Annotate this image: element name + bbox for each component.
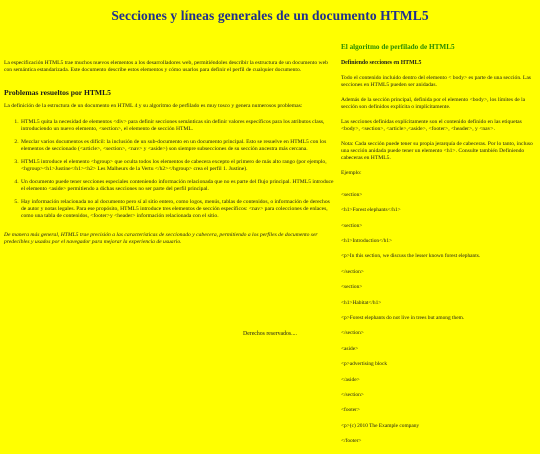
code-line: </aside>	[341, 376, 360, 383]
code-line: <aside>	[341, 345, 359, 352]
code-line: <h1>Habitat</h1>	[341, 299, 382, 306]
problems-list	[4, 119, 336, 220]
section-intro-paragraph: La definición de la estructura de un documento en HTML 4 y su algoritmo de perfilado es muy tosco y genera numerosos problemas:	[4, 103, 303, 109]
aside-paragraph-3: Las secciones definidas explícitamente son el contenido definido en las etiquetas <body>, <section>, <article>,<aside>, <footer>, <header>, y <nav>.	[341, 119, 522, 132]
code-line: </section>	[341, 268, 364, 275]
main-content	[4, 60, 336, 252]
summary-note: De manera más general, HTML5 trae precisión a las características de seccionado y cabecera, permitiendo a los perfiles de documento ser predecibles y usados por el navegador para mejorar la experiencia de usuario.	[4, 232, 318, 245]
footer: Derechos reservados....	[243, 331, 297, 337]
aside-panel	[341, 43, 537, 454]
code-line: <section>	[341, 191, 363, 198]
code-line: </footer>	[341, 438, 362, 445]
aside-paragraph-2: Además de la sección principal, definida por el elemento <body>, los límites de la sección son definidos explícita o implícitamente.	[341, 97, 526, 110]
code-line: </section>	[341, 330, 364, 337]
code-line: <footer>	[341, 407, 360, 414]
aside-paragraph-1: Todo el contenido incluido dentro del elemento < body> es parte de una sección. Las secciones en HTML5 pueden ser anidadas.	[341, 75, 531, 88]
aside-heading: El algoritmo de perfilado de HTML5	[341, 43, 455, 51]
code-line: <h1>Forest elephants</h1>	[341, 207, 401, 214]
code-line: <h1>Introduction</h1>	[341, 237, 393, 244]
code-line: <p>Forest elephants do not live in trees but among them.	[341, 314, 465, 321]
code-line: <p>In this section, we discuss the lesser known forest elephants.	[341, 253, 481, 260]
code-example	[341, 184, 537, 454]
example-label: Ejemplo:	[341, 170, 362, 176]
code-line: <p>(c) 2010 The Example company	[341, 422, 420, 429]
code-line: <section>	[341, 222, 363, 229]
code-line: <p>advertising block	[341, 361, 388, 368]
list-item: 4. Un documento puede tener secciones especiales conteniendo información relacionada que no es parte del flujo principal. HTML5 introduce el elemento <aside> permitiendo a dichas secciones no ser parte del perfil principal.	[20, 179, 336, 193]
code-line: </section>	[341, 391, 364, 398]
aside-paragraph-4: Nota: Cada sección puede tener su propia jerarquía de cabeceras. Por lo tanto, incluso una sección anidada puede tener un elemento <h1>. Consulte también Definiendo cabeceras en HTML5.	[341, 141, 533, 161]
aside-subheading: Definiendo secciones en HTML5	[341, 60, 422, 66]
list-item: 2. Mezclar varios documentos es difícil: la inclusión de un sub-documento en un documento principal. Esto se resuelve en HTML5 con los elementos de seccionado (<article>, <section>, <nav> y <aside>) son siempre subsecciones de su sección ancestra más cercana.	[20, 139, 336, 153]
list-item: 1. HTML5 quita la necesidad de elementos <div> para definir secciones semánticas sin definir valores específicos para los atributos class, introduciendo un nuevo elemento, <section>, el elemento de sección HTML.	[20, 119, 336, 133]
intro-paragraph: La especificación HTML5 trae muchos nuevos elementos a los desarrolladores web, permitiéndoles describir la estructura de un documento web con semántica estandarizada. Este documento describe estos elementos y cómo usarlos para definir el perfil de cualquier documento.	[4, 60, 328, 73]
code-line: <section>	[341, 284, 363, 291]
page-title: Secciones y líneas generales de un documento HTML5	[111, 8, 429, 23]
list-item: 5. Hay información relacionada no al documento pero sí al sitio entero, como logos, menús, tablas de contenidos, o información de derechos de autor y notas legales. Para ese propósito, HTML5 introduce tres elementos de sección específicos: <nav> para colecciones de enlaces, como una tabla de contenidos, <footer>y <header> información relacionada con el sitio.	[20, 199, 336, 220]
list-item: 3. HTML5 introduce el elemento <hgroup> que oculta todos los elementos de cabecera excepto el primero de más alto rango (por ejemplo, <hgroup><h1>Justine</h1><h2> Les Malheurs de la Vertu </h2></hgroup> crea el perfil 1. Justine).	[20, 159, 336, 173]
section-heading: Problemas resueltos por HTML5	[4, 88, 111, 97]
